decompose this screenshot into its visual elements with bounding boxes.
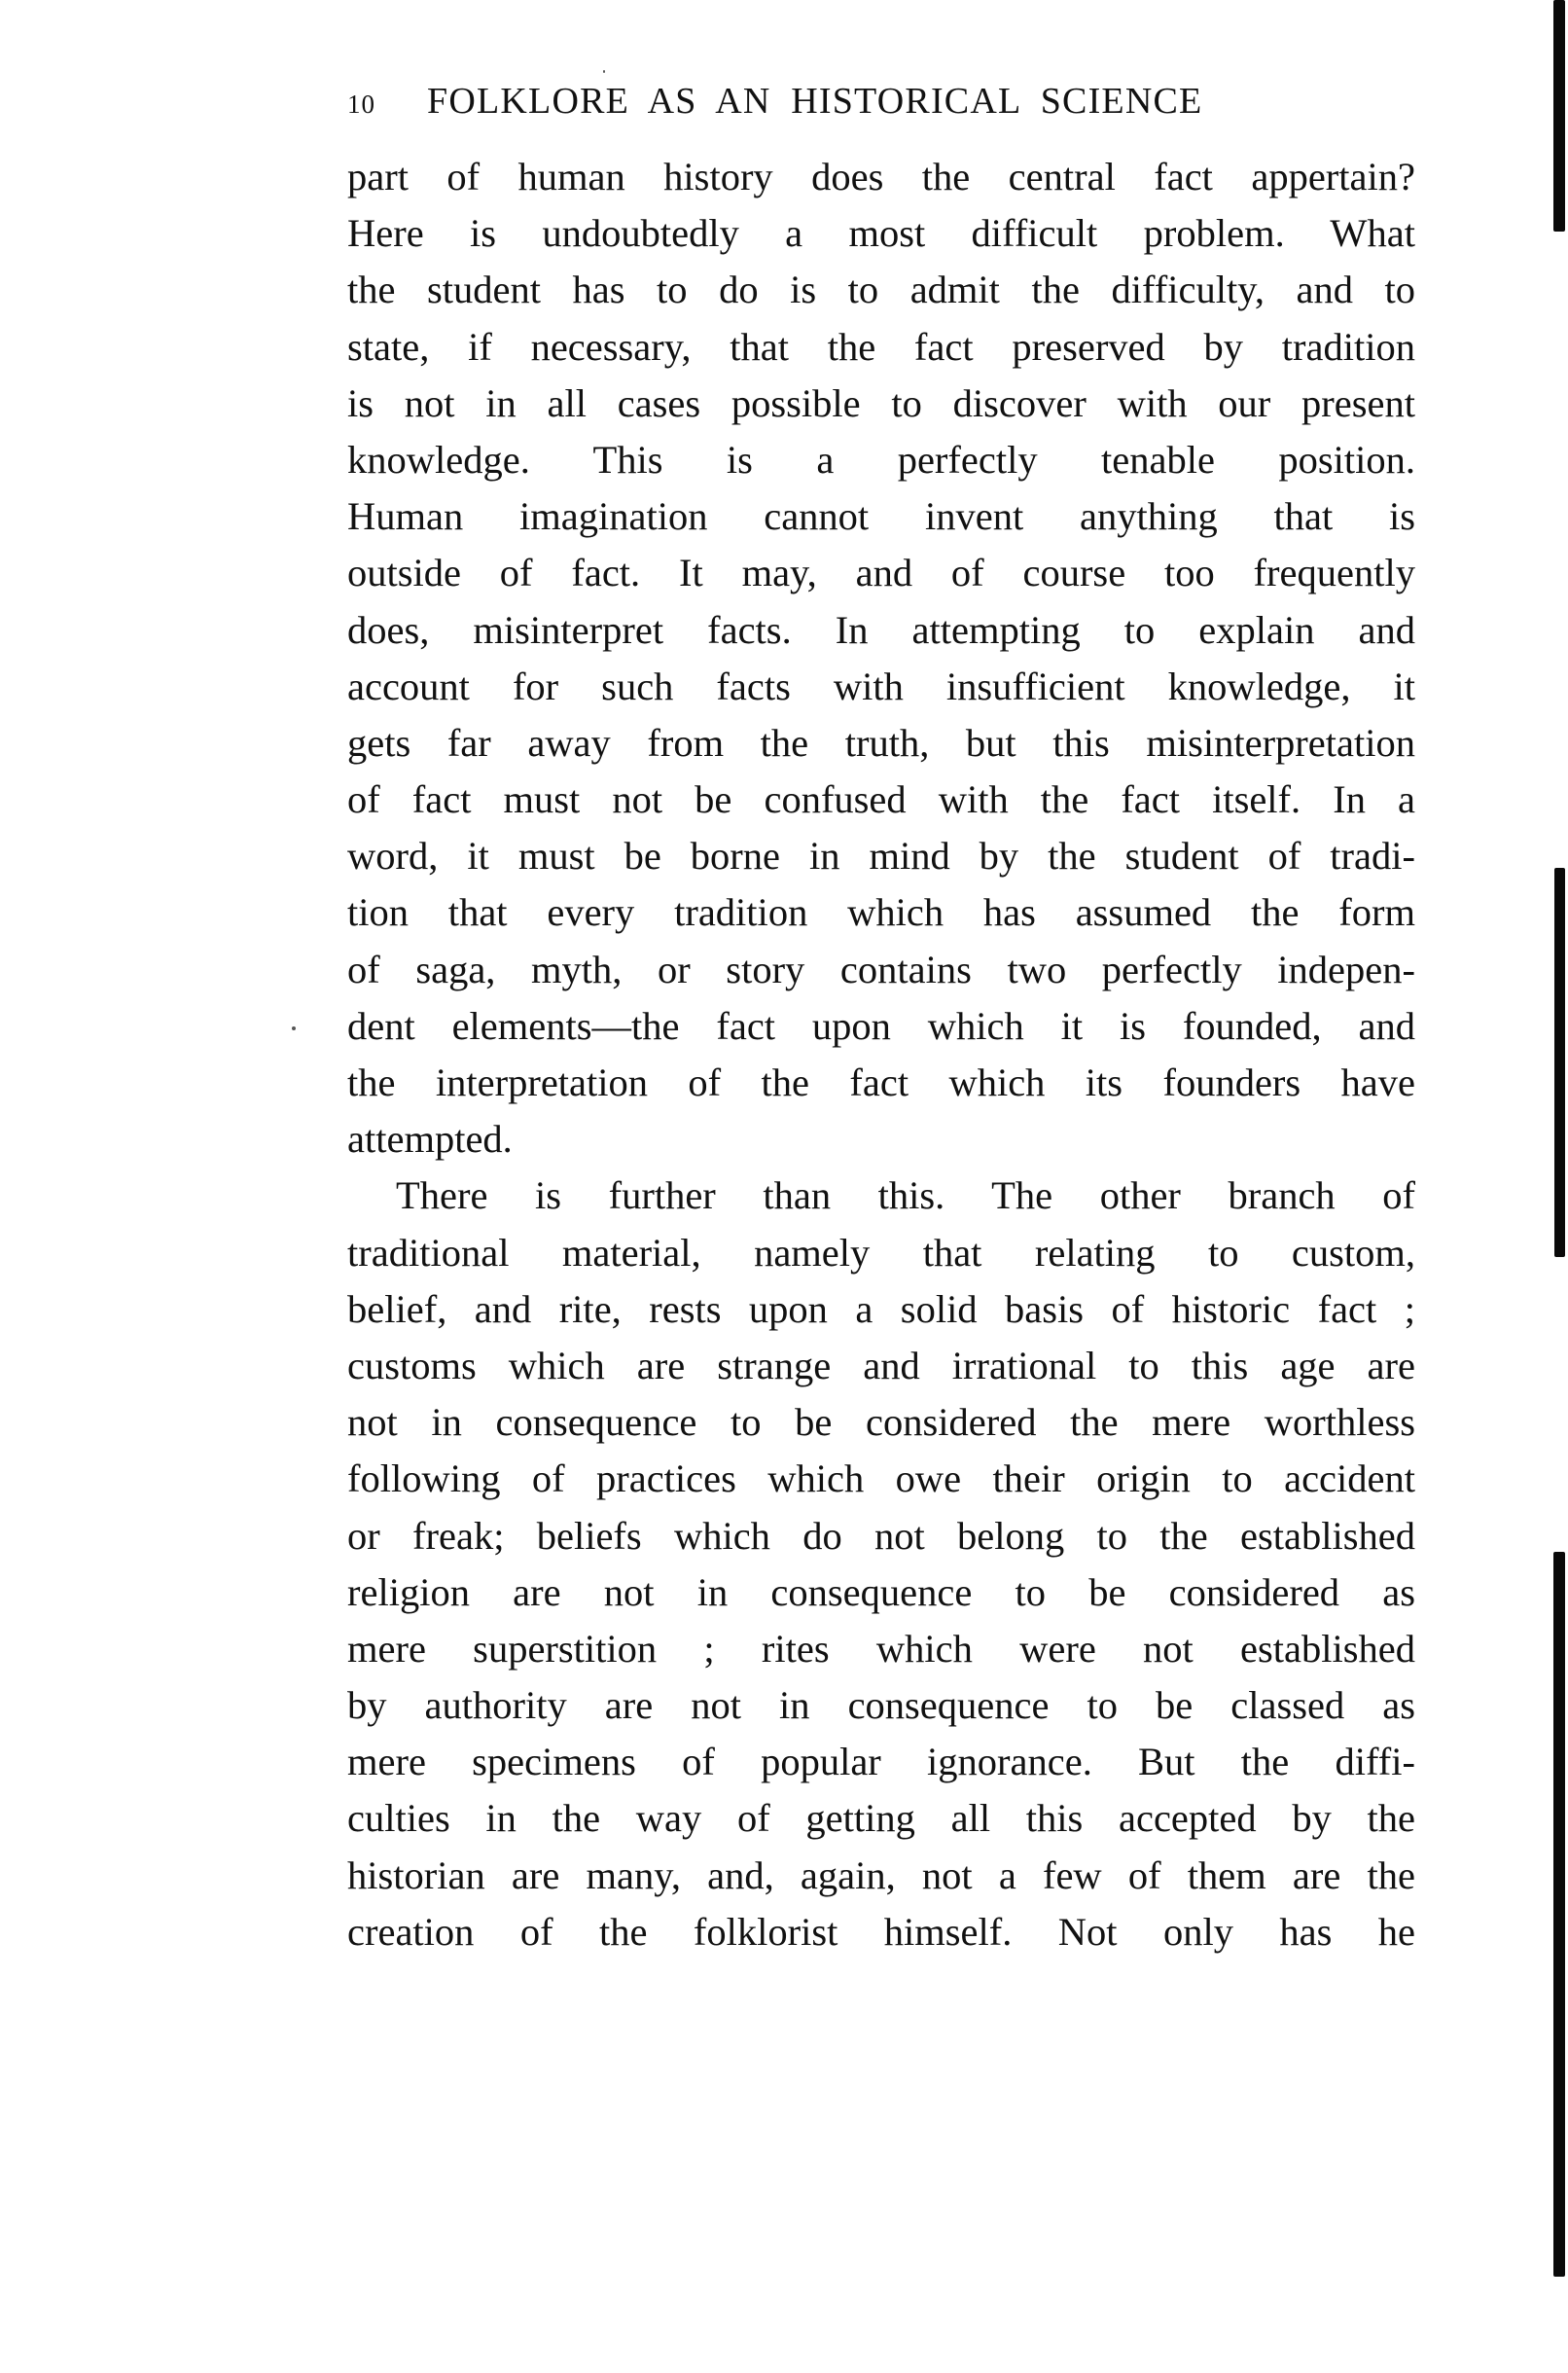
text-line: religion are not in consequence to be considered as bbox=[347, 1569, 1415, 1614]
text-line: historian are many, and, again, not a few of them are the bbox=[347, 1852, 1415, 1897]
text-line: Human imagination cannot invent anything that is bbox=[347, 494, 1415, 539]
text-line: mere specimens of popular ignorance. But the diffi- bbox=[347, 1740, 1415, 1784]
text-line: of saga, myth, or story contains two perfectly indepen- bbox=[347, 947, 1415, 991]
scan-speck bbox=[292, 1026, 296, 1030]
text-line: the interpretation of the fact which its founders have bbox=[347, 1061, 1415, 1104]
paragraph bbox=[347, 149, 1415, 1168]
paragraph bbox=[347, 1168, 1415, 1960]
text-line: gets far away from the truth, but this misinterpretation bbox=[347, 720, 1415, 765]
text-line: of fact must not be confused with the fact itself. In a bbox=[347, 777, 1415, 822]
scan-speck bbox=[603, 70, 605, 73]
text-line: not in consequence to be considered the mere worthless bbox=[347, 1400, 1415, 1445]
text-line: account for such facts with insufficient knowledge, it bbox=[347, 664, 1415, 708]
text-line: does, misinterpret facts. In attempting to explain and bbox=[347, 607, 1415, 652]
text-line: part of human history does the central fact appertain? bbox=[347, 155, 1415, 198]
text-line: outside of fact. It may, and of course too frequently bbox=[347, 551, 1415, 595]
text-line: attempted. bbox=[347, 1117, 513, 1162]
text-line: following of practices which owe their origin to accident bbox=[347, 1456, 1415, 1501]
text-line: is not in all cases possible to discover with our present bbox=[347, 380, 1415, 425]
scan-edge-mark bbox=[1553, 0, 1565, 232]
text-line: traditional material, namely that relating to custom, bbox=[347, 1230, 1415, 1275]
text-line: word, it must be borne in mind by the student of tradi- bbox=[347, 834, 1415, 879]
text-line: customs which are strange and irrational to this age are bbox=[347, 1343, 1415, 1387]
text-line: the student has to do is to admit the difficulty, and to bbox=[347, 268, 1415, 312]
text-line: or freak; beliefs which do not belong to the established bbox=[347, 1513, 1415, 1558]
text-line: Here is undoubtedly a most difficult problem. What bbox=[347, 211, 1415, 256]
body-text bbox=[347, 149, 1415, 1960]
text-line: state, if necessary, that the fact preserved by tradition bbox=[347, 324, 1415, 369]
running-title: FOLKLORE AS AN HISTORICAL SCIENCE bbox=[427, 81, 1203, 122]
scan-edge-mark bbox=[1554, 868, 1565, 1257]
text-line: creation of the folklorist himself. Not only has he bbox=[347, 1909, 1415, 1954]
text-line: There is further than this. The other branch of bbox=[396, 1173, 1415, 1218]
text-line: tion that every tradition which has assumed the form bbox=[347, 890, 1415, 935]
text-line: mere superstition ; rites which were not established bbox=[347, 1626, 1415, 1671]
text-line: dent elements—the fact upon which it is founded, and bbox=[347, 1003, 1415, 1048]
text-line: knowledge. This is a perfectly tenable position. bbox=[347, 437, 1415, 482]
page-number: 10 bbox=[347, 90, 375, 119]
scan-edge-mark bbox=[1553, 1552, 1565, 2277]
text-line: belief, and rite, rests upon a solid basis of historic fact ; bbox=[347, 1286, 1415, 1331]
running-header bbox=[347, 82, 1339, 124]
text-line: culties in the way of getting all this accepted by the bbox=[347, 1796, 1415, 1841]
text-line: by authority are not in consequence to be classed as bbox=[347, 1683, 1415, 1728]
